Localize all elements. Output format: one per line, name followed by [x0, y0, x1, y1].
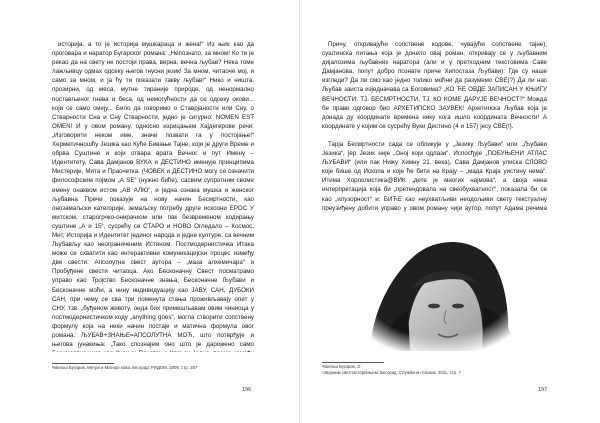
- right-footnote-rule: [322, 362, 384, 363]
- right-page: [300, 0, 600, 423]
- right-paragraph-1: Причу, откривајући сопствене кодове, чувајући сопствене тајне); суштинска питања која је донело овај роман, откривају се у љубавним дијалозима љубавних наратора (али и у претходним текстовима Саве Дамјанова, попут добро познате приче Хипостаза Љубави): Где су наше изгледи? Да ли смо као једно толико моћни да разумемо СВЕ(?) Да ли нас Љубав заиста изједначава са Боговима? „КО ЋЕ ОВДЕ ЗАПИСАН У КЊИГУ ВЕЧНОСТИ, ТЈ. БЕСМРТНОСТИ, ТЈ. КО КОМЕ ДАРУЈЕ ВЕЧНОСТ?“ Можда бе праве одговор био АРХЕТИПСКО ЗАУВЕК! Архетипска Љубав која је донада ду координате времена нику кога ишло координата Вечности! А координате у којим се сусрећу Вуки Дестино (4 и 157) јесу СВЕ(!).: [322, 41, 547, 130]
- right-footnote-line-1: ²Милош Бугаров, О: [322, 364, 361, 369]
- left-footnote-rule: [52, 363, 114, 364]
- right-body-text: [322, 40, 547, 212]
- left-page-number: 196: [242, 387, 252, 393]
- left-paragraph: историја, а то је историја мушкараца и жена!“ Из њих као да проговара и наратор Бугарског романа: „Непознато, за мном! Ко ти је рекао да на свету не постоји права, верна, вечна љубав? Нека томе лажљивцу одмах одсеку његов гнусни језик! За мном, читаоче мој, и само за мном, и ја ћу ти показати такву љубав!“ Нико и ништа, прозирни, од меса, мутне тираније природе, од ненормално постављеног гнева и беса, од немогућности да се одсеку окови... који се само смеју... Било да говоримо о Ставрјаности или Сну, о Стварности Сна и Сну Стварности, једно је сигурно: NOMEN EST OMEN! И у овом роману, односно изрицањем Хајдегерове речи: „Изговорити неком име, значи позвати га у постојање!“ Херметичношћу Језика као Куће Бивање Тајне, који је други Време и обрва Суштине и који отвара врата Вечног и пут Имену – Идентитету, Сава Дамјанов ВУКА и ДЕСТИНО именује принципима Мистерије, Мита и Праочетка. (ЧОВЕК и ДЕСТИНО могу се означити философским појмом „А SE“ (нужно биће), сасвим супротним своме имену онаквом истом „АВ АЛЮ“, и једна ознака мушка и женског љубавна Пречи показује на нову начин Бесмртности, као онозамаљски категорије, земаљску потребу друге искоони ЕРОС У митском, старогрчко-онирачком или пак безвременом кодирању суштине „А и 15“, сусрећу се СТАРО и НОВО Огледало – Космос, Мит, Историја и Идентитет јединог народа и једне културе, са вечним Љубављу као неограниченим Истином. Постмодернистичка Итака може се схватити као интерактивни комуникацијски процес између две свести: Апсолутна свест аутора – „маза алхемичара“ и Пробуђене свести читаоца. Ако Бесконачну Свест посматрамо управо као Тројство Бесконачне знања, Бесконачне Љубави и Бесконачне моћи, а нину индивидуацију као ЈАВУ, САН, ДУБОКИ САН, при чему се сва три поменута стања проживљавају опет у СНУ, тзв. „буђеном животу, онда бих примешљавам овим чиниоца у постмодернистичком коду „anything goes“, могла створити сопствену формулу која на неки начин постаје и матична формула овог романа: ЉУБАВ+ЗНАЊЕ=АПСОЛУТНА МОЋ, што потврђује и његова јунакиња: „Тако спознајем оно што је дарожено само: [52, 41, 254, 349]
- left-footnote: ¹Милош Бугаров, Метри и Матице кова, Београд: РИДОМ, 2009, стр. 287: [52, 365, 198, 370]
- portrait-illustration: [350, 218, 526, 351]
- right-paragraph-2: Тарја Бесмртности сада се обликује у „Језику Љубави“ или „Љубави Језика“, јер Језик није „Оној који одлази“. Испосђује „ПОБУЊЕНИ АТЛАС ЉУБАВИ“ (или пак Нижу Химну 21. века), Сава Дамјанов улиска СЛОВО које бише од Ископа и које ће бити на Крају – „мада Краја уистину нема“. Итима Хорлолистика@ВИК „дете је многих најмова“, а своја нина интерпретација која би „претендовала на свеобухватност“, показала би се као „илузорност“ и: БИЋЕ као неухватљиви неодољиви свету текстуалну преузиђену добити управо у овом роману чији аутор, попут Адама речима: [322, 140, 547, 212]
- left-body-text: [52, 40, 254, 352]
- right-page-number: 197: [538, 387, 548, 393]
- portrait-photo: [350, 218, 526, 351]
- right-footnote: [322, 364, 502, 376]
- right-footnote-line-2: говорним светлостерпињем: Београд: Службени гласник, 2011, стр. 7: [322, 370, 461, 375]
